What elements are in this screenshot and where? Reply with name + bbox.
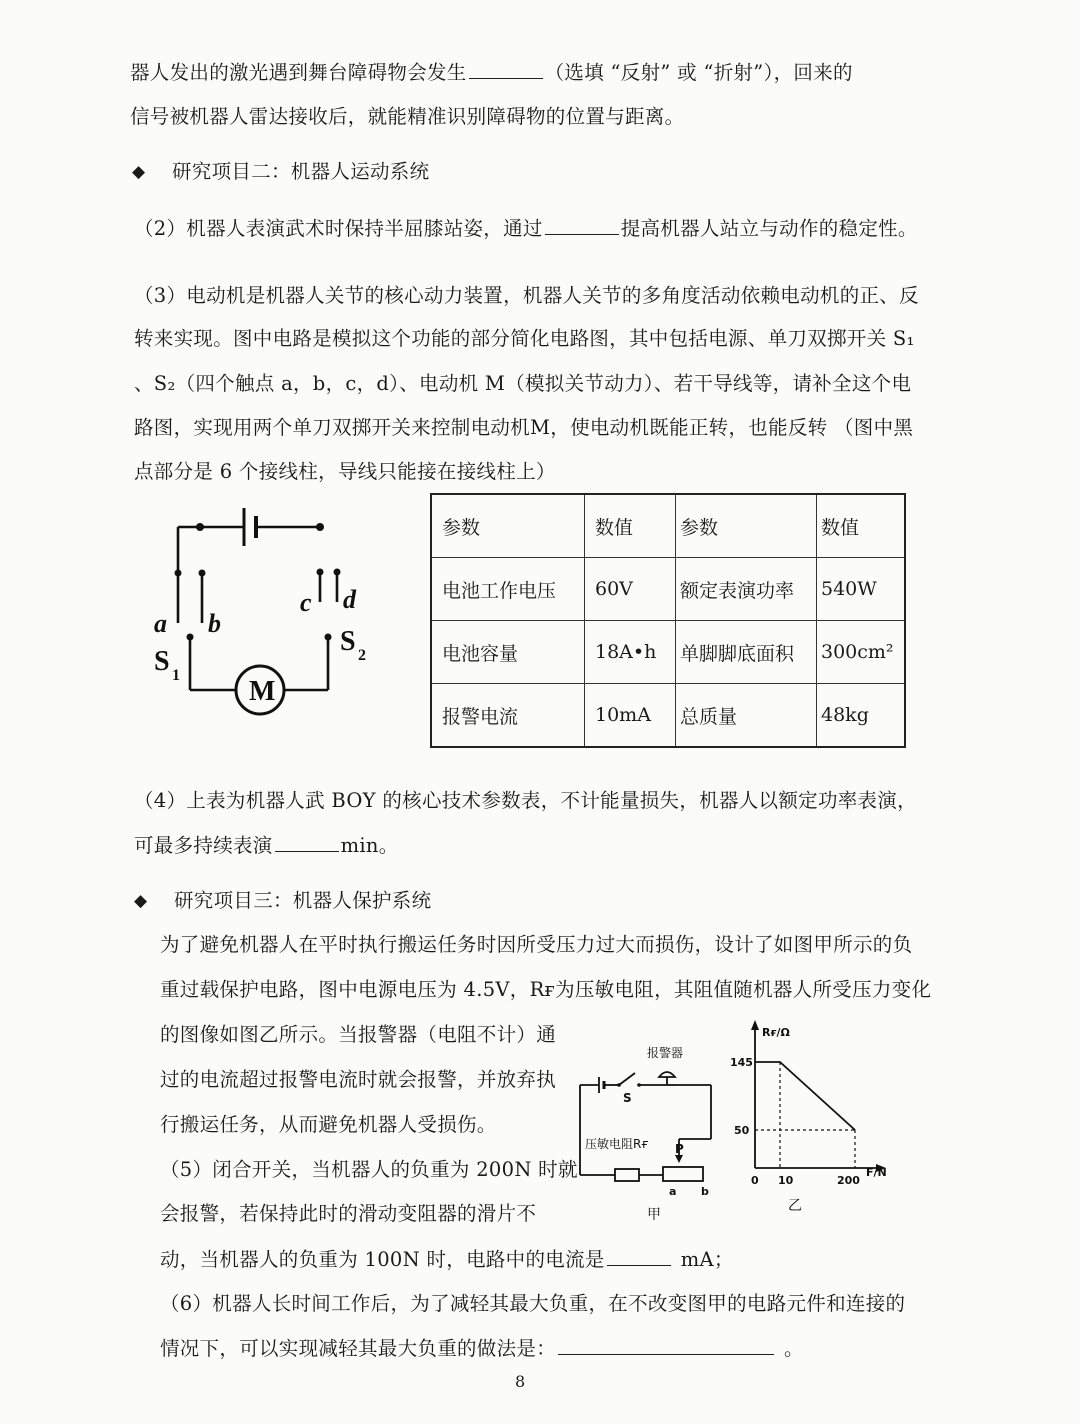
question-2: （2）机器人表演武术时保持半屈膝站姿，通过 提高机器人站立与动作的稳定性。 [134, 214, 918, 243]
table-cell: 540W [817, 558, 906, 621]
motor-circuit-diagram [140, 500, 380, 730]
x-tick-label: 10 [778, 1174, 794, 1187]
switch-label-s2: S [340, 626, 356, 657]
intro-line: 的图像如图乙所示。当报警器（电阻不计）通 [160, 1023, 557, 1046]
terminal-dot [334, 569, 341, 576]
contact-label-c: c [300, 588, 312, 617]
table-cell: 48kg [817, 684, 906, 748]
answer-blank-duration[interactable] [275, 831, 339, 852]
chart-caption-yi: 乙 [788, 1198, 802, 1214]
contact-label-a: a [154, 609, 167, 638]
answer-blank-reflection[interactable] [469, 58, 543, 79]
table-cell: 电池容量 [431, 621, 585, 684]
switch-label: S [623, 1091, 632, 1105]
table-cell: 电池工作电压 [431, 558, 585, 621]
table-row [431, 621, 905, 684]
table-header-cell: 数值 [817, 494, 906, 558]
table-cell: 300cm² [817, 621, 906, 684]
table-cell: 总质量 [676, 684, 817, 748]
q3-line: （3）电动机是机器人关节的核心动力装置，机器人关节的多角度活动依赖电动机的正、反 [134, 284, 919, 307]
motor-label: M [249, 676, 276, 707]
rheostat-end-a: a [669, 1185, 677, 1198]
terminal-dot [316, 523, 324, 531]
intro-line: 行搬运任务，从而避免机器人受损伤。 [160, 1113, 497, 1136]
q6-line1: （6）机器人长时间工作后，为了减轻其最大负重，在不改变图甲的电路元件和连接的 [160, 1292, 906, 1315]
para1-line2: 信号被机器人雷达接收后，就能精准识别障碍物的位置与距离。 [130, 105, 685, 128]
alarm-label: 报警器 [647, 1046, 684, 1060]
page-number: 8 [515, 1372, 526, 1391]
para1-line1: 器人发出的激光遇到舞台障碍物会发生 （选填 “反射” 或 “折射”），回来的 [130, 58, 853, 87]
y-axis-arrow [751, 1020, 759, 1030]
intro-line: 重过载保护电路，图中电源电压为 4.5V，Rғ为压敏电阻，其阻值随机器人所受压力变化 [160, 978, 932, 1001]
intro-line: 为了避免机器人在平时执行搬运任务时因所受压力过大而损伤，设计了如图甲所示的负 [160, 933, 913, 956]
q3-line: 路图，实现用两个单刀双掷开关来控制电动机M，使电动机既能正转，也能反转 （图中黑 [134, 416, 914, 439]
q3-line: 、S₂（四个触点 a，b，c，d）、电动机 M（模拟关节动力）、若干导线等，请补全这个电 [134, 372, 912, 395]
terminal-dot [196, 523, 204, 531]
table-row [431, 558, 905, 621]
table-cell: 单脚脚底面积 [676, 621, 817, 684]
q6-line2: 情况下，可以实现减轻其最大负重的做法是： 。 [160, 1334, 804, 1363]
terminal-dot [325, 634, 332, 641]
q5-line-last: 动，当机器人的负重为 100N 时，电路中的电流是 mA； [160, 1245, 734, 1274]
terminal-dot [187, 634, 194, 641]
slider-label: P [675, 1142, 684, 1156]
overload-protection-circuit [575, 1035, 735, 1220]
table-row [431, 684, 905, 748]
q4-line1: （4）上表为机器人武 BOY 的核心技术参数表，不计能量损失，机器人以额定功率表演， [134, 789, 917, 812]
diamond-bullet-icon: ◆ [134, 891, 148, 911]
switch-label-s2-sub: 2 [358, 647, 366, 664]
q3-line: 点部分是 6 个接线柱，导线只能接在接线柱上） [134, 460, 556, 483]
q5-line: （5）闭合开关，当机器人的负重为 200N 时就 [160, 1158, 578, 1181]
table-header-cell: 数值 [585, 494, 676, 558]
switch-label-s1-sub: 1 [172, 667, 180, 684]
y-tick-label: 50 [734, 1124, 750, 1137]
table-cell: 额定表演功率 [676, 558, 817, 621]
x-tick-label: 0 [751, 1174, 759, 1187]
table-cell: 报警电流 [431, 684, 585, 748]
resistor-label: 压敏电阻Rғ [585, 1137, 649, 1151]
rheostat-end-b: b [701, 1185, 709, 1198]
terminal-dot [175, 570, 182, 577]
answer-blank-method[interactable] [558, 1334, 774, 1355]
q3-line: 转来实现。图中电路是模拟这个功能的部分简化电路图，其中包括电源、单刀双掷开关 S₁ [134, 327, 915, 350]
x-axis-label: F/N [866, 1166, 887, 1179]
intro-line: 过的电流超过报警电流时就会报警，并放弃执 [160, 1068, 557, 1091]
terminal-dot [199, 570, 206, 577]
table-cell: 60V [585, 558, 676, 621]
table-header-cell: 参数 [676, 494, 817, 558]
diamond-bullet-icon: ◆ [132, 162, 146, 182]
table-cell: 10mA [585, 684, 676, 748]
terminal-dot [317, 569, 324, 576]
y-tick-label: 145 [730, 1056, 753, 1069]
project2-heading: 研究项目二：机器人运动系统 [172, 160, 430, 183]
answer-blank-current[interactable] [607, 1245, 671, 1266]
q4-line2: 可最多持续表演 min。 [134, 831, 399, 860]
pressure-resistance-chart [720, 1018, 900, 1218]
answer-blank-stability[interactable] [545, 214, 619, 235]
contact-label-b: b [208, 609, 221, 638]
table-cell: 18A•h [585, 621, 676, 684]
table-header-row [431, 494, 905, 558]
series-line [755, 1062, 855, 1130]
project3-heading: 研究项目三：机器人保护系统 [174, 889, 432, 912]
table-header-cell: 参数 [431, 494, 585, 558]
robot-parameter-table [430, 493, 906, 748]
q5-line: 会报警，若保持此时的滑动变阻器的滑片不 [160, 1202, 537, 1225]
y-axis-label: Rғ/Ω [762, 1026, 790, 1039]
switch-label-s1: S [154, 646, 170, 677]
x-tick-label: 200 [837, 1174, 860, 1187]
contact-label-d: d [343, 585, 356, 614]
diagram-caption-jia: 甲 [647, 1207, 661, 1220]
